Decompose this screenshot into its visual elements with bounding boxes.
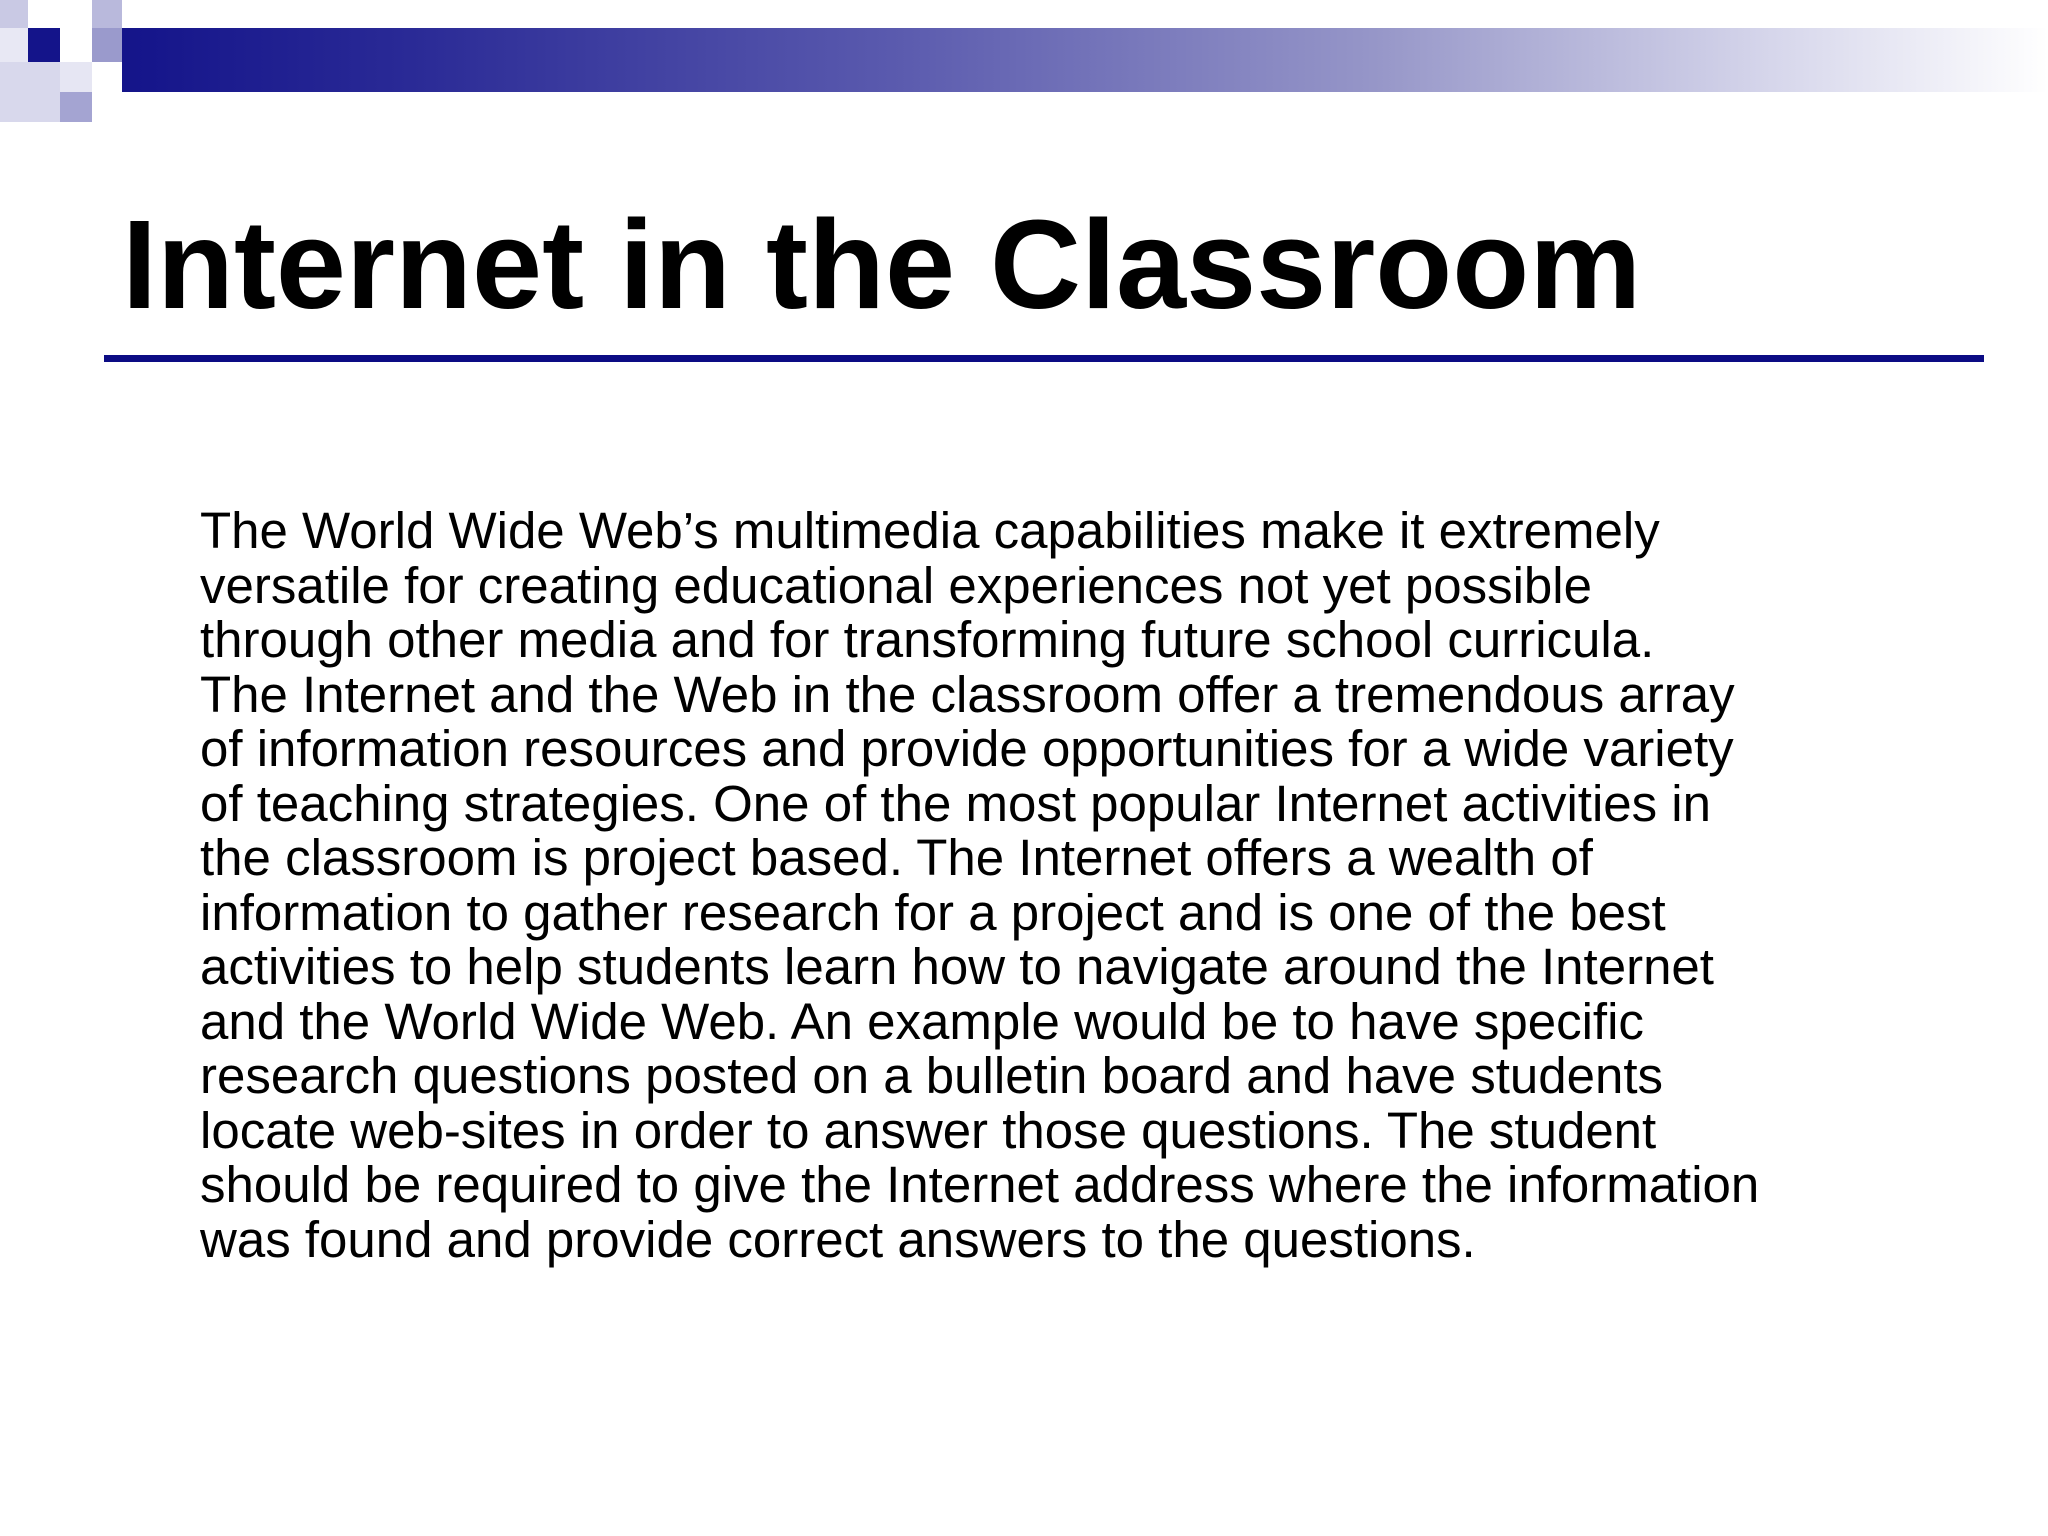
- decorative-square: [60, 28, 92, 62]
- decorative-square: [92, 28, 122, 62]
- title-underline: [104, 355, 1984, 362]
- decorative-square: [28, 28, 60, 62]
- decorative-square: [0, 28, 28, 62]
- decorative-square: [60, 62, 92, 92]
- decorative-square: [0, 62, 60, 122]
- decorative-square: [60, 92, 92, 122]
- header-gradient-bar: [122, 28, 2048, 92]
- decorative-square: [0, 0, 28, 28]
- slide-body-text: The World Wide Web’s multimedia capabilities make it extremely versatile for creating educational experiences not yet possible through other media and for transforming future school curricula. The Internet and the Web in the classroom offer a tremendous array of information resources and provide opportunities for a wide variety of teaching strategies. One of the most popular Internet activities in the classroom is project based. The Internet offers a wealth of information to gather research for a project and is one of the best activities to help students learn how to navigate around the Internet and the World Wide Web. An example would be to have specific research questions posted on a bulletin board and have students locate web-sites in order to answer those questions. The student should be required to give the Internet address where the information was found and provide correct answers to the questions.: [200, 502, 1760, 1268]
- slide-title: Internet in the Classroom: [122, 194, 1642, 335]
